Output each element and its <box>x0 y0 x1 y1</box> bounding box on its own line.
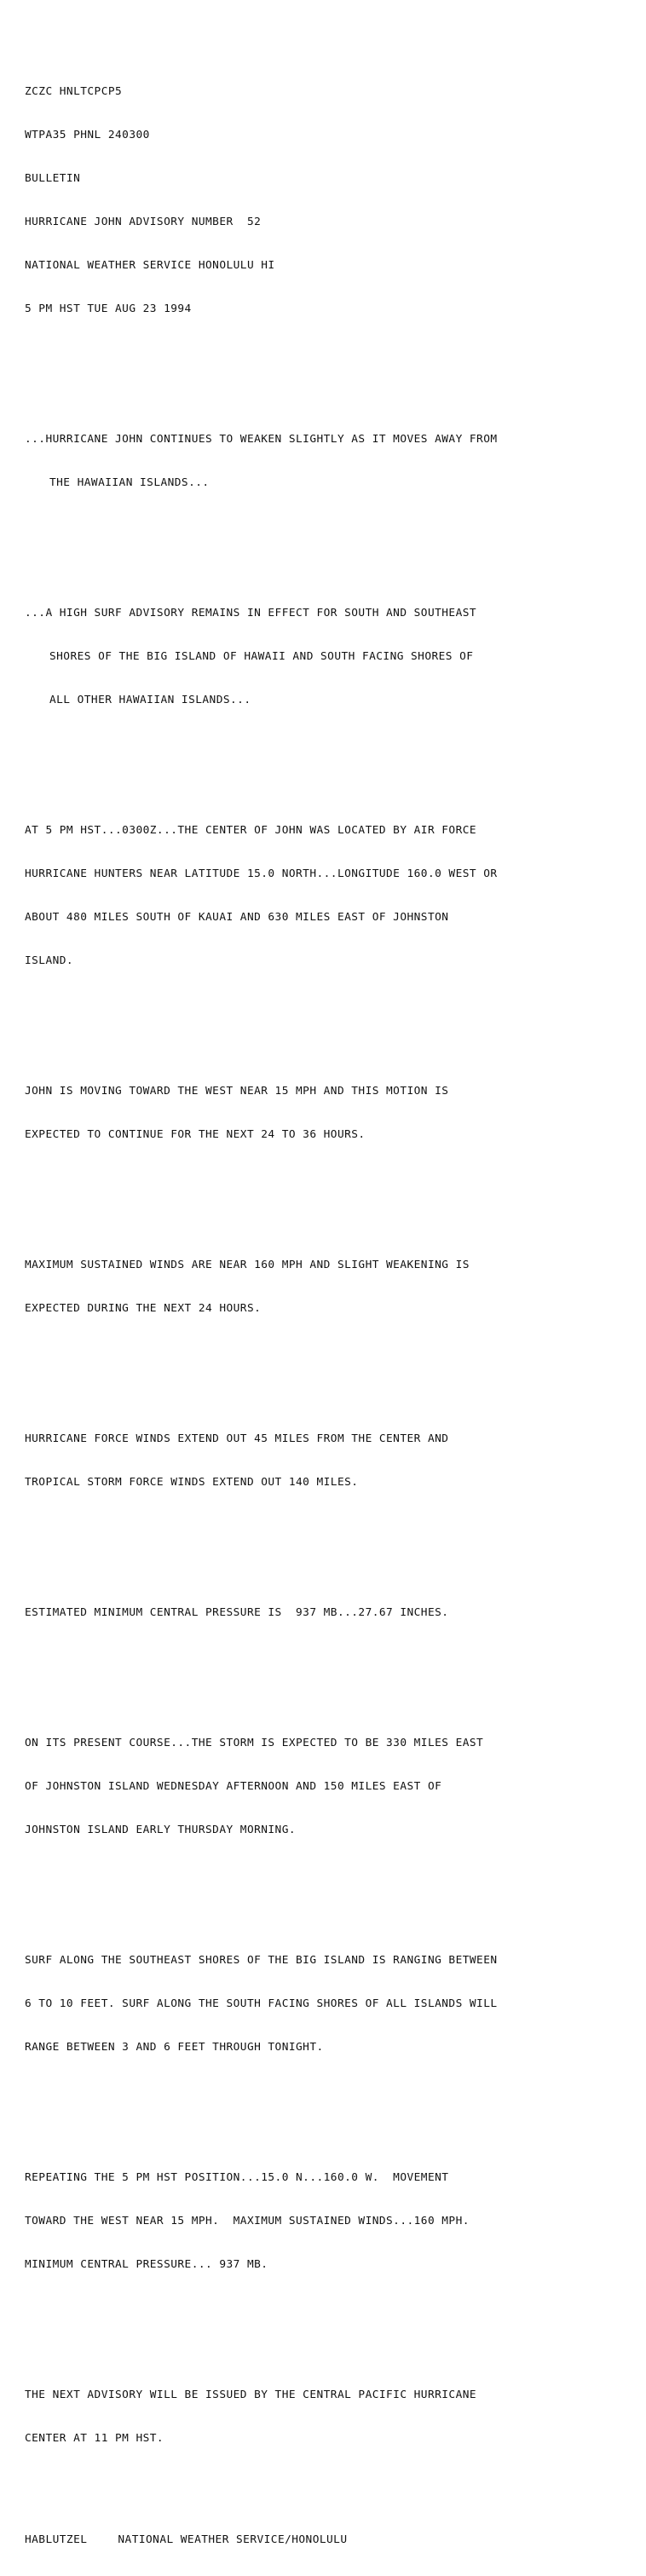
paragraph-wind-extent <box>25 1403 638 1519</box>
forecaster-name: HABLUTZEL <box>25 2533 88 2546</box>
headline <box>25 403 638 519</box>
signature-office: NATIONAL WEATHER SERVICE/HONOLULU <box>118 2533 348 2546</box>
paragraph-line: AT 5 PM HST...0300Z...THE CENTER OF JOHN WAS LOCATED BY AIR FORCE <box>25 824 477 837</box>
headline-line: ALL OTHER HAWAIIAN ISLANDS... <box>49 694 251 706</box>
paragraph-line: CENTER AT 11 PM HST. <box>25 2432 164 2445</box>
paragraph-pressure <box>25 1576 638 1649</box>
issuing-office: NATIONAL WEATHER SERVICE HONOLULU HI <box>25 259 275 272</box>
paragraph-line: RANGE BETWEEN 3 AND 6 FEET THROUGH TONIGHT. <box>25 2041 324 2054</box>
paragraph-line: EXPECTED TO CONTINUE FOR THE NEXT 24 TO 36 HOURS. <box>25 1128 366 1141</box>
headline-line: ...HURRICANE JOHN CONTINUES TO WEAKEN SLIGHTLY AS IT MOVES AWAY FROM <box>25 433 498 446</box>
paragraph-line: EXPECTED DURING THE NEXT 24 HOURS. <box>25 1302 262 1315</box>
headline-line: ...A HIGH SURF ADVISORY REMAINS IN EFFECT FOR SOUTH AND SOUTHEAST <box>25 607 477 620</box>
paragraph-position <box>25 794 638 997</box>
paragraph-course <box>25 1707 638 1866</box>
paragraph-line: MAXIMUM SUSTAINED WINDS ARE NEAR 160 MPH AND SLIGHT WEAKENING IS <box>25 1259 470 1271</box>
paragraph-surf <box>25 1924 638 2083</box>
paragraph-line: HURRICANE FORCE WINDS EXTEND OUT 45 MILES FROM THE CENTER AND <box>25 1432 449 1445</box>
advisory-title: HURRICANE JOHN ADVISORY NUMBER 52 <box>25 216 262 228</box>
paragraph-line: REPEATING THE 5 PM HST POSITION...15.0 N...160.0 W. MOVEMENT <box>25 2171 449 2184</box>
advisory-bulletin <box>25 12 638 2576</box>
paragraph-line: 6 TO 10 FEET. SURF ALONG THE SOUTH FACING SHORES OF ALL ISLANDS WILL <box>25 1997 498 2010</box>
headline-line: THE HAWAIIAN ISLANDS... <box>49 476 210 489</box>
paragraph-line: SURF ALONG THE SOUTHEAST SHORES OF THE BIG ISLAND IS RANGING BETWEEN <box>25 1954 498 1967</box>
paragraph-next-advisory <box>25 2359 638 2475</box>
paragraph-line: HURRICANE HUNTERS NEAR LATITUDE 15.0 NORTH...LONGITUDE 160.0 WEST OR <box>25 867 498 880</box>
paragraph-line: ISLAND. <box>25 954 74 967</box>
paragraph-line: MINIMUM CENTRAL PRESSURE... 937 MB. <box>25 2258 268 2271</box>
paragraph-line: ESTIMATED MINIMUM CENTRAL PRESSURE IS 937 MB...27.67 INCHES. <box>25 1606 449 1619</box>
header-line: BULLETIN <box>25 172 81 185</box>
paragraph-line: JOHNSTON ISLAND EARLY THURSDAY MORNING. <box>25 1824 297 1836</box>
headline <box>25 577 638 736</box>
paragraph-line: TOWARD THE WEST NEAR 15 MPH. MAXIMUM SUSTAINED WINDS...160 MPH. <box>25 2215 470 2227</box>
paragraph-line: ON ITS PRESENT COURSE...THE STORM IS EXPECTED TO BE 330 MILES EAST <box>25 1737 484 1749</box>
paragraph-motion <box>25 1055 638 1171</box>
paragraph-line: THE NEXT ADVISORY WILL BE ISSUED BY THE CENTRAL PACIFIC HURRICANE <box>25 2389 477 2401</box>
paragraph-winds <box>25 1229 638 1345</box>
bulletin-header <box>25 55 638 345</box>
paragraph-repeat-position <box>25 2141 638 2301</box>
signature-line <box>25 2533 638 2547</box>
header-line: ZCZC HNLTCPCP5 <box>25 85 123 98</box>
paragraph-line: JOHN IS MOVING TOWARD THE WEST NEAR 15 MPH AND THIS MOTION IS <box>25 1085 449 1098</box>
paragraph-line: OF JOHNSTON ISLAND WEDNESDAY AFTERNOON AND 150 MILES EAST OF <box>25 1780 442 1793</box>
paragraph-line: ABOUT 480 MILES SOUTH OF KAUAI AND 630 MILES EAST OF JOHNSTON <box>25 911 449 924</box>
issue-time: 5 PM HST TUE AUG 23 1994 <box>25 303 192 315</box>
header-line: WTPA35 PHNL 240300 <box>25 129 150 141</box>
paragraph-line: TROPICAL STORM FORCE WINDS EXTEND OUT 140 MILES. <box>25 1476 359 1489</box>
headline-line: SHORES OF THE BIG ISLAND OF HAWAII AND SOUTH FACING SHORES OF <box>49 650 474 663</box>
